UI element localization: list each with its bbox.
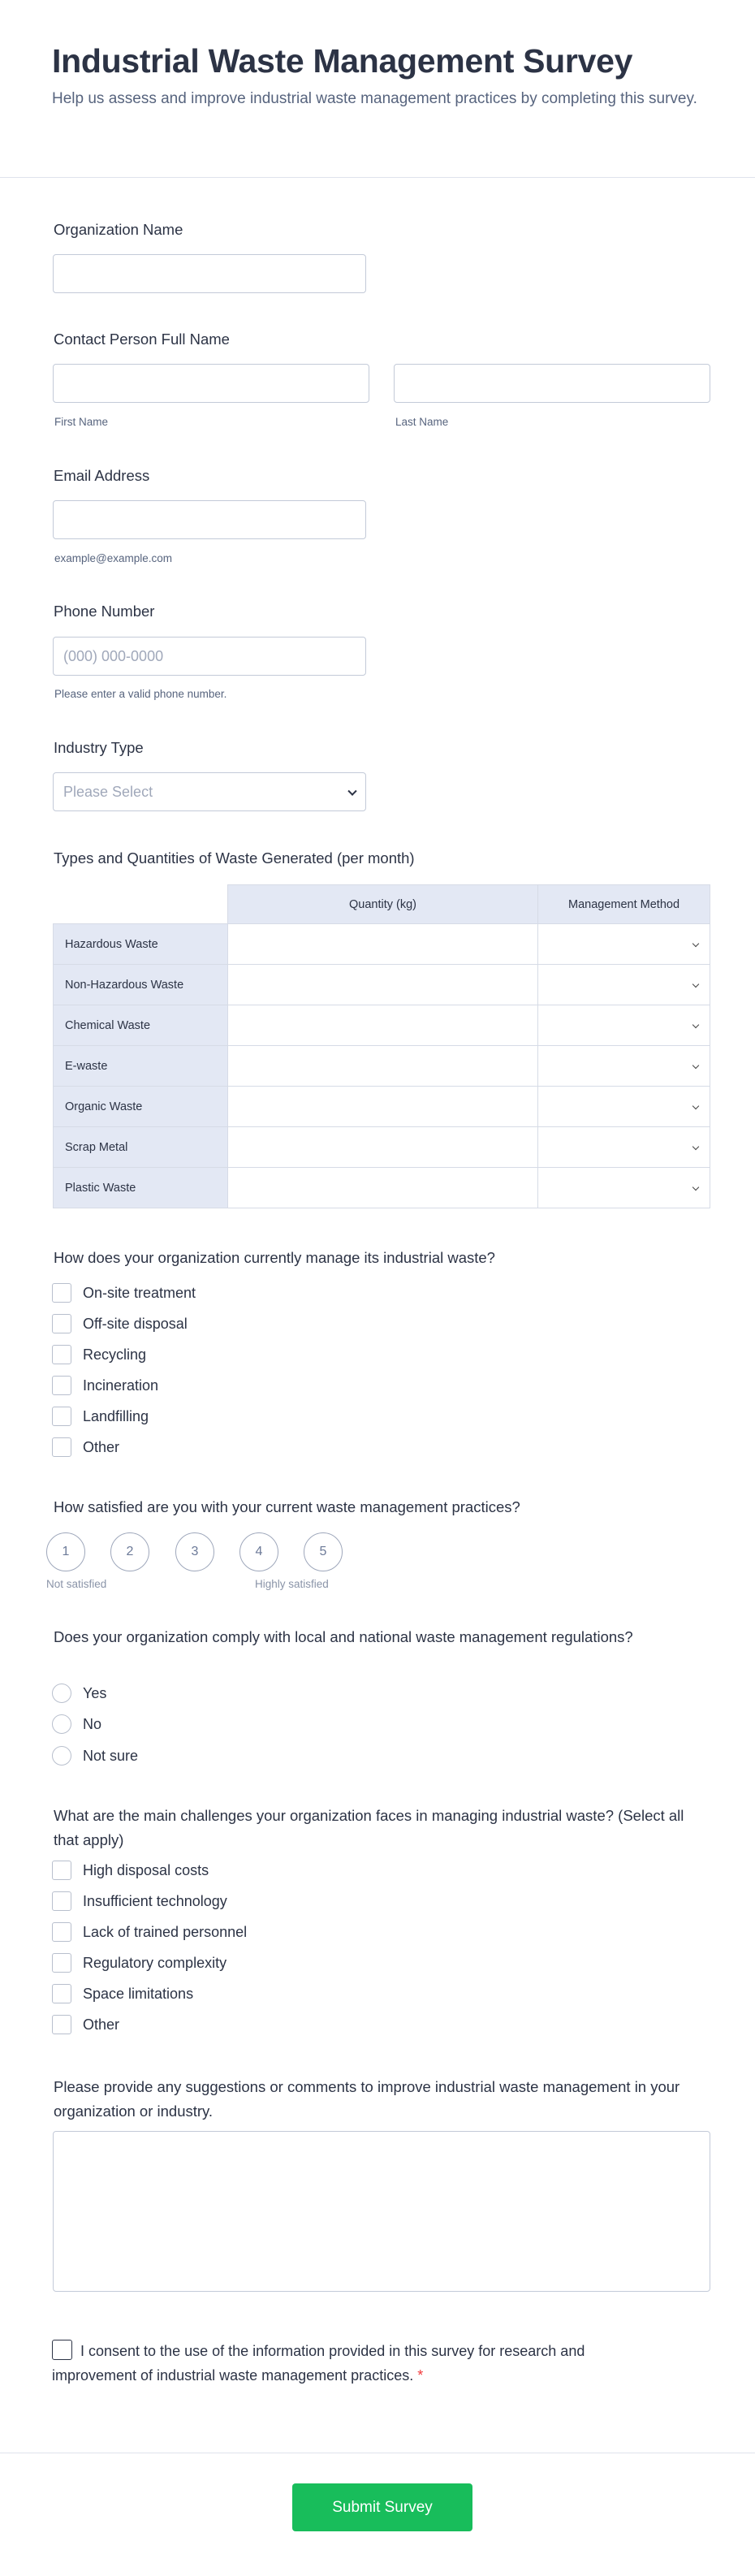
quantity-input[interactable] [228,924,538,965]
chevron-down-icon [692,1062,699,1069]
quantity-input[interactable] [228,1005,538,1046]
consent-label: I consent to the use of the information provided in this survey for research and improvement of industrial waste management practices. [52,2343,585,2384]
rating-high-label: Highly satisfied [255,1578,329,1590]
row-label: Scrap Metal [54,1127,228,1168]
method-select[interactable] [538,1046,710,1087]
option-label: Landfilling [83,1407,149,1424]
method-select[interactable] [538,1127,710,1168]
page-title: Industrial Waste Management Survey [52,42,633,80]
chevron-down-icon [692,1184,699,1191]
radio[interactable] [52,1683,71,1703]
rating-low-label: Not satisfied [46,1578,107,1590]
method-select[interactable] [538,1087,710,1127]
option-label: Incineration [83,1377,159,1394]
challenge-option[interactable] [52,2012,119,2037]
org-name-label: Organization Name [54,221,183,238]
chevron-down-icon [692,981,699,988]
option-label: Yes [83,1684,107,1701]
option-label: High disposal costs [83,1861,209,1878]
quantity-input[interactable] [228,1046,538,1087]
checkbox[interactable] [52,1953,71,1973]
first-name-input[interactable] [53,364,369,403]
manage-option[interactable] [52,1281,196,1305]
challenge-option[interactable] [52,1951,226,1975]
radio[interactable] [52,1714,71,1734]
row-label: Hazardous Waste [54,924,228,965]
checkbox[interactable] [52,1861,71,1880]
checkbox[interactable] [52,1407,71,1426]
table-row [54,1168,710,1208]
rating-2[interactable]: 2 [110,1532,149,1571]
option-label: Lack of trained personnel [83,1923,248,1940]
column-header: Quantity (kg) [228,885,538,924]
phone-hint: Please enter a valid phone number. [54,688,227,700]
option-label: Space limitations [83,1985,194,2002]
org-name-input[interactable] [53,254,366,293]
checkbox[interactable] [52,2015,71,2034]
row-label: Non-Hazardous Waste [54,965,228,1005]
header-divider [0,177,755,178]
email-label: Email Address [54,467,150,484]
manage-option[interactable] [52,1435,119,1459]
comply-question: Does your organization comply with local and national waste management regulations? [54,1628,633,1645]
challenge-option[interactable] [52,1920,247,1944]
option-label: Off-site disposal [83,1315,188,1332]
challenge-option[interactable] [52,1889,227,1913]
comply-option[interactable] [52,1744,138,1768]
contact-name-label: Contact Person Full Name [54,331,230,348]
radio[interactable] [52,1746,71,1766]
manage-option[interactable] [52,1404,149,1428]
chevron-down-icon [692,1103,699,1109]
phone-input[interactable]: (000) 000-0000 [53,637,366,676]
industry-select[interactable] [53,772,366,811]
table-row [54,965,710,1005]
rating-3[interactable]: 3 [175,1532,214,1571]
satisfaction-question: How satisfied are you with your current waste management practices? [54,1498,520,1515]
row-label: E-waste [54,1046,228,1087]
quantity-input[interactable] [228,1168,538,1208]
row-label: Plastic Waste [54,1168,228,1208]
rating-4[interactable]: 4 [239,1532,278,1571]
option-label: Other [83,1438,120,1455]
row-label: Chemical Waste [54,1005,228,1046]
last-name-sublabel: Last Name [395,416,449,428]
quantity-input[interactable] [228,1087,538,1127]
quantity-input[interactable] [228,1127,538,1168]
checkbox[interactable] [52,1922,71,1942]
column-header: Management Method [538,885,710,924]
checkbox[interactable] [52,1345,71,1364]
table-row [54,924,710,965]
checkbox[interactable] [52,1984,71,2003]
checkbox[interactable] [52,1437,71,1457]
chevron-down-icon [692,1022,699,1028]
email-input[interactable] [53,500,366,539]
submit-button[interactable]: Submit Survey [292,2483,472,2531]
table-row [54,1005,710,1046]
rating-5[interactable]: 5 [304,1532,343,1571]
consent-field [52,2339,636,2388]
checkbox[interactable] [52,1376,71,1395]
table-row [54,1046,710,1087]
method-select[interactable] [538,1005,710,1046]
comply-option[interactable] [52,1712,101,1736]
option-label: Regulatory complexity [83,1954,227,1971]
option-label: Not sure [83,1747,139,1764]
method-select[interactable] [538,1168,710,1208]
industry-placeholder: Please Select [63,784,153,800]
suggestions-question: Please provide any suggestions or comments to improve industrial waste management in your organization or industry. [54,2078,680,2120]
rating-1[interactable]: 1 [46,1532,85,1571]
chevron-down-icon [692,940,699,947]
manage-option[interactable] [52,1342,146,1367]
waste-matrix [53,884,710,1208]
option-label: Recycling [83,1346,147,1363]
checkbox[interactable] [52,1891,71,1911]
option-label: Insufficient technology [83,1892,227,1909]
checkbox[interactable] [52,1283,71,1303]
method-select[interactable] [538,965,710,1005]
suggestions-textarea[interactable] [53,2131,710,2292]
challenge-option[interactable] [52,1858,209,1882]
comply-option[interactable] [52,1681,106,1705]
consent-checkbox[interactable] [52,2340,72,2360]
option-label: Other [83,2016,120,2033]
industry-label: Industry Type [54,739,144,756]
option-label: No [83,1715,102,1732]
phone-label: Phone Number [54,603,155,620]
manage-question: How does your organization currently manage its industrial waste? [54,1249,495,1266]
quantity-input[interactable] [228,965,538,1005]
manage-option[interactable] [52,1373,158,1398]
waste-matrix-label: Types and Quantities of Waste Generated (per month) [54,849,415,867]
matrix-corner [54,885,228,924]
first-name-sublabel: First Name [54,416,109,428]
chevron-down-icon [692,1143,699,1150]
table-row [54,1087,710,1127]
challenges-question: What are the main challenges your organization faces in managing industrial waste? (Select all that apply) [54,1807,684,1848]
challenge-option[interactable] [52,1982,193,2006]
row-label: Organic Waste [54,1087,228,1127]
required-asterisk: * [417,2367,424,2384]
table-row [54,1127,710,1168]
method-select[interactable] [538,924,710,965]
manage-option[interactable] [52,1312,188,1336]
email-hint: example@example.com [54,552,173,564]
option-label: On-site treatment [83,1284,196,1301]
chevron-down-icon [347,787,356,796]
page-subtitle: Help us assess and improve industrial waste management practices by completing this survey. [52,90,697,107]
last-name-input[interactable] [394,364,710,403]
checkbox[interactable] [52,1314,71,1333]
